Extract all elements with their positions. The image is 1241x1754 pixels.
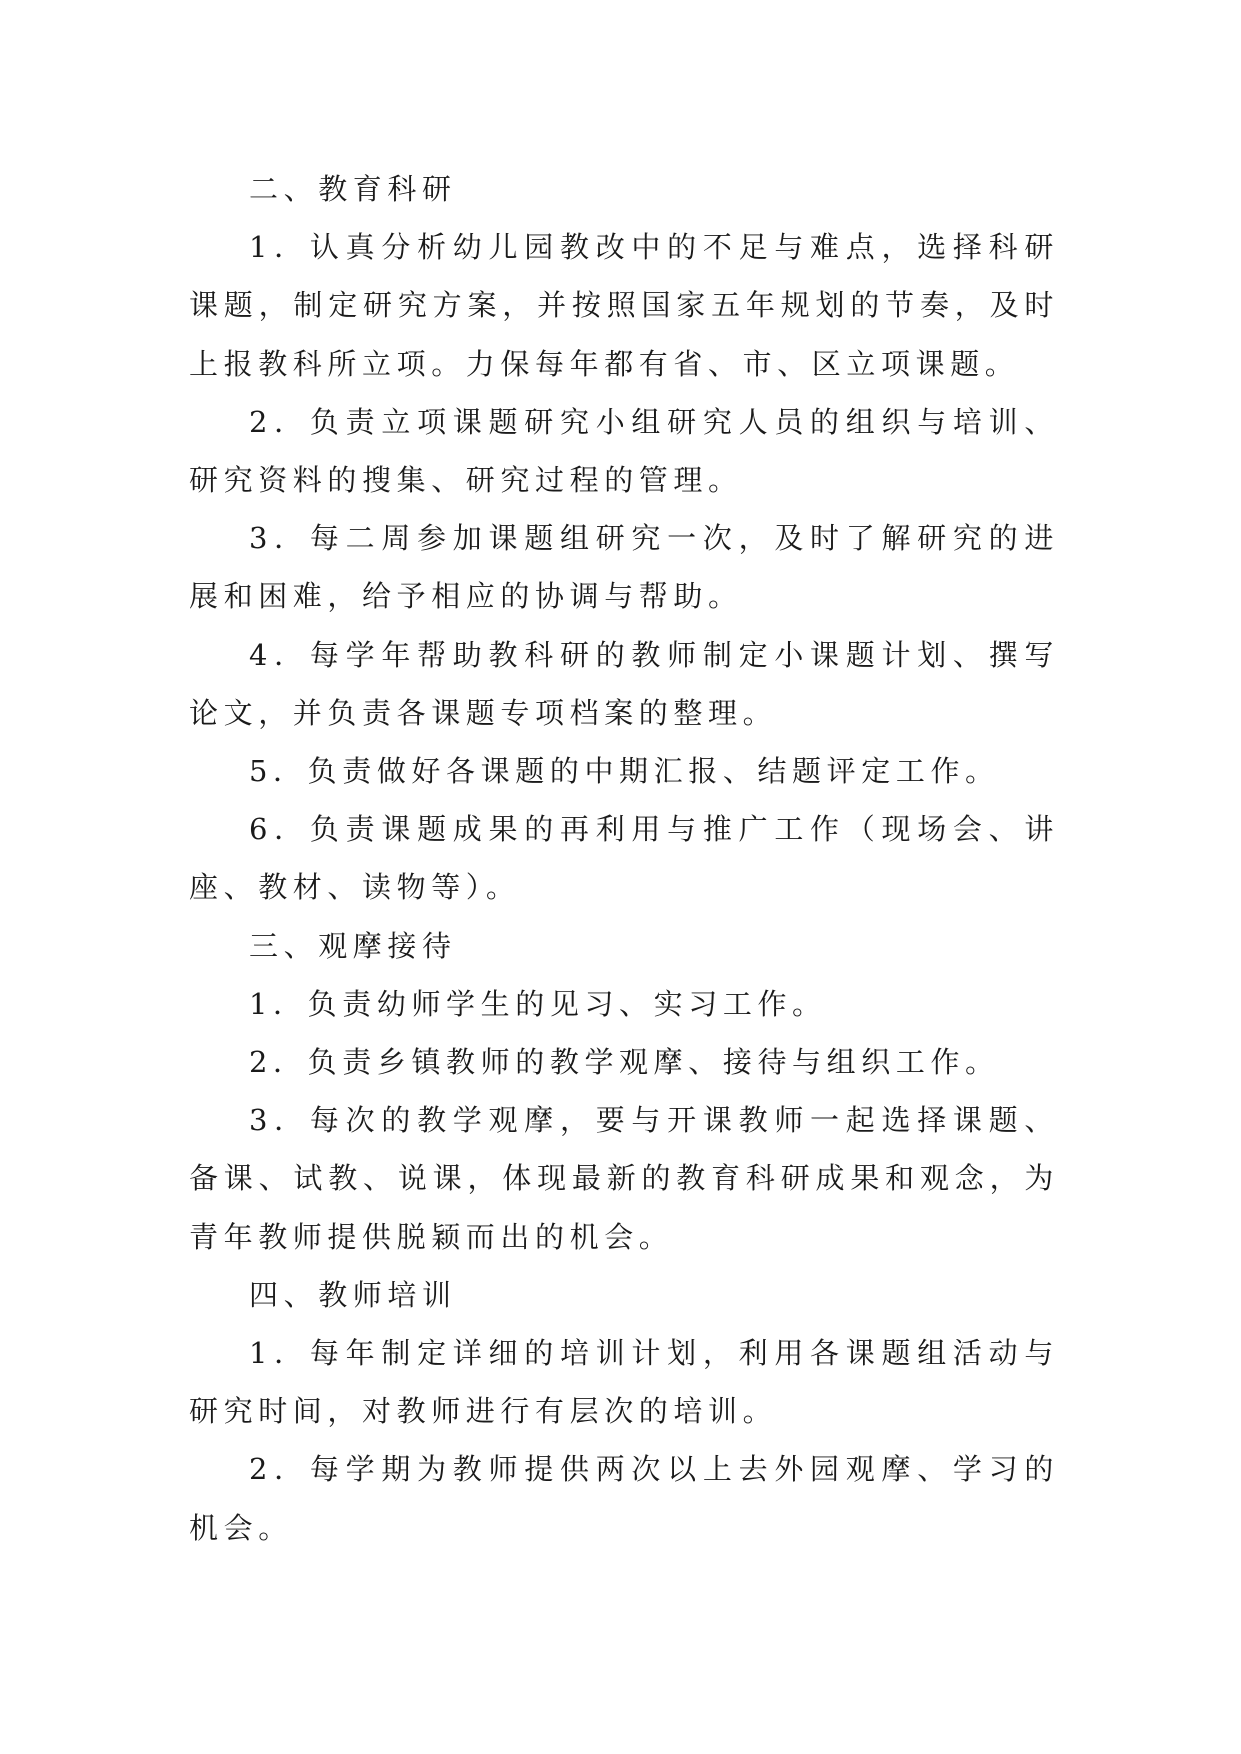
section-heading-observation: 三、观摩接待 <box>249 928 457 963</box>
paragraph-training-1: 1．每年制定详细的培训计划，利用各课题组活动与研究时间，对教师进行有层次的培训。 <box>189 1336 1059 1429</box>
paragraph-research-3: 3．每二周参加课题组研究一次，及时了解研究的进展和困难，给予相应的协调与帮助。 <box>189 521 1059 614</box>
section-heading-training: 四、教师培训 <box>249 1277 457 1312</box>
paragraph-observation-3: 3．每次的教学观摩，要与开课教师一起选择课题、备课、试教、说课，体现最新的教育科研成果和观念，为青年教师提供脱颖而出的机会。 <box>189 1103 1059 1254</box>
paragraph-research-5: 5．负责做好各课题的中期汇报、结题评定工作。 <box>249 754 1000 789</box>
paragraph-research-6: 6．负责课题成果的再利用与推广工作（现场会、讲座、教材、读物等）。 <box>189 812 1059 905</box>
paragraph-training-2: 2．每学期为教师提供两次以上去外园观摩、学习的机会。 <box>189 1452 1059 1545</box>
paragraph-research-1: 1．认真分析幼儿园教改中的不足与难点，选择科研课题，制定研究方案，并按照国家五年规划的节奏，及时上报教科所立项。力保每年都有省、市、区立项课题。 <box>189 230 1059 381</box>
paragraph-research-4: 4．每学年帮助教科研的教师制定小课题计划、撰写论文，并负责各课题专项档案的整理。 <box>189 637 1059 730</box>
paragraph-research-2: 2．负责立项课题研究小组研究人员的组织与培训、研究资料的搜集、研究过程的管理。 <box>189 404 1059 498</box>
document-body <box>189 160 1059 1557</box>
section-heading-research: 二、教育科研 <box>249 172 457 206</box>
paragraph-observation-1: 1．负责幼师学生的见习、实习工作。 <box>249 986 827 1021</box>
paragraph-observation-2: 2．负责乡镇教师的教学观摩、接待与组织工作。 <box>249 1045 1000 1080</box>
